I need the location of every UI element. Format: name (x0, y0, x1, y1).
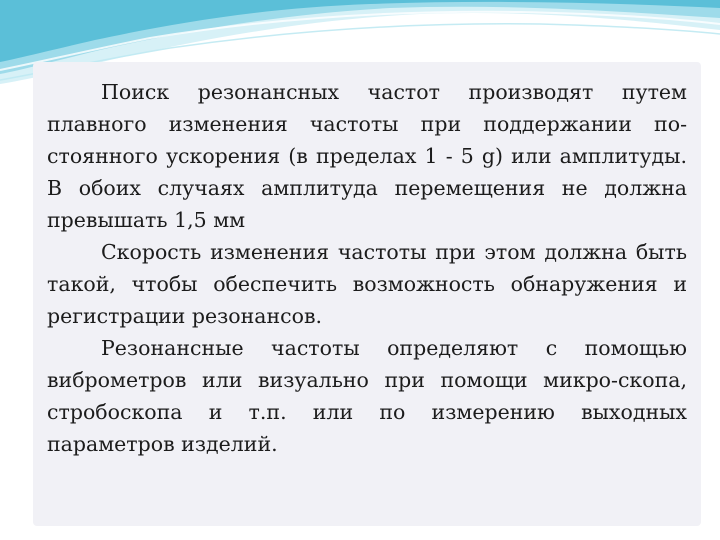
paragraph-frequency-rate: Скорость изменения частоты при этом должна быть такой, чтобы обеспечить возможность обнаружения и регистрации резонансов. (47, 240, 687, 328)
paragraph-resonance-search: Поиск резонансных частот производят путем плавного изменения частоты при поддержании по-стоянного ускорения (в пределах 1 - 5 g) или амплитуды. В обоих случаях амплитуда перемещения не должна превышать 1,5 мм (47, 80, 687, 232)
paragraph-detection-methods: Резонансные частоты определяют с помощью виброметров или визуально при помощи микро-скопа, стробоскопа и т.п. или по измерению выходных параметров изделий. (47, 336, 687, 456)
body-text (47, 76, 687, 460)
